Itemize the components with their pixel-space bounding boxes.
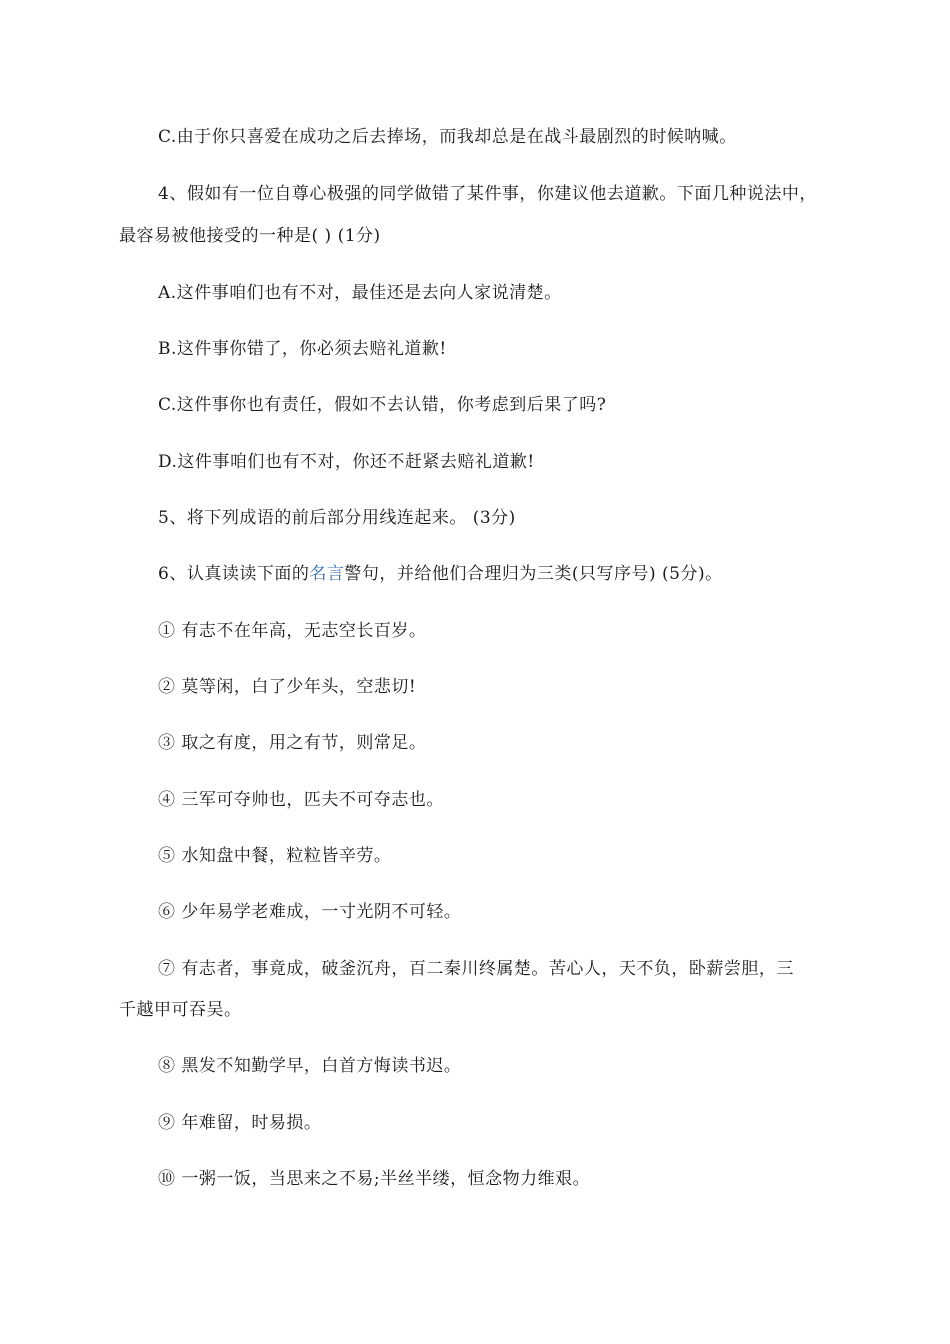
quote-item-9: ⑨ 年难留，时易损。 <box>158 1113 322 1133</box>
famous-quotes-link[interactable]: 名言 <box>309 564 345 584</box>
q4-option-a: A.这件事咱们也有不对，最佳还是去向人家说清楚。 <box>158 283 562 303</box>
quote-item-7: ⑦ 有志者，事竟成，破釜沉舟，百二秦川终属楚。苦心人，天不负，卧薪尝胆，三 <box>158 959 794 979</box>
quote-item-10: ⑩ 一粥一饭，当思来之不易;半丝半缕，恒念物力维艰。 <box>158 1169 591 1189</box>
quote-item-1: ① 有志不在年高，无志空长百岁。 <box>158 621 427 641</box>
q6-text-after: 警句，并给他们合理归为三类(只写序号) (5分)。 <box>344 564 723 584</box>
q6-text-before: 6、认真读读下面的 <box>158 564 310 584</box>
q4-question-line2: 最容易被他接受的一种是( ) (1分) <box>119 226 381 246</box>
q5-question: 5、将下列成语的前后部分用线连起来。 (3分) <box>158 508 516 528</box>
quote-item-6: ⑥ 少年易学老难成，一寸光阴不可轻。 <box>158 902 462 922</box>
quote-item-3: ③ 取之有度，用之有节，则常足。 <box>158 733 427 753</box>
q4-option-d: D.这件事咱们也有不对，你还不赶紧去赔礼道歉! <box>158 452 535 472</box>
q4-option-c: C.这件事你也有责任，假如不去认错，你考虑到后果了吗? <box>158 395 607 415</box>
q6-question <box>158 562 723 586</box>
quote-item-2: ② 莫等闲，白了少年头，空悲切! <box>158 677 417 697</box>
quote-item-7-continued: 千越甲可吞吴。 <box>119 1000 242 1020</box>
quote-item-8: ⑧ 黑发不知勤学早，白首方悔读书迟。 <box>158 1056 462 1076</box>
quote-item-5: ⑤ 水知盘中餐，粒粒皆辛劳。 <box>158 846 392 866</box>
q3-option-c: C.由于你只喜爱在成功之后去捧场，而我却总是在战斗最剧烈的时候呐喊。 <box>158 127 737 147</box>
q4-option-b: B.这件事你错了，你必须去赔礼道歉! <box>158 339 447 359</box>
quote-item-4: ④ 三军可夺帅也，匹夫不可夺志也。 <box>158 790 444 810</box>
q4-question-line1: 4、假如有一位自尊心极强的同学做错了某件事，你建议他去道歉。下面几种说法中， <box>158 184 817 204</box>
